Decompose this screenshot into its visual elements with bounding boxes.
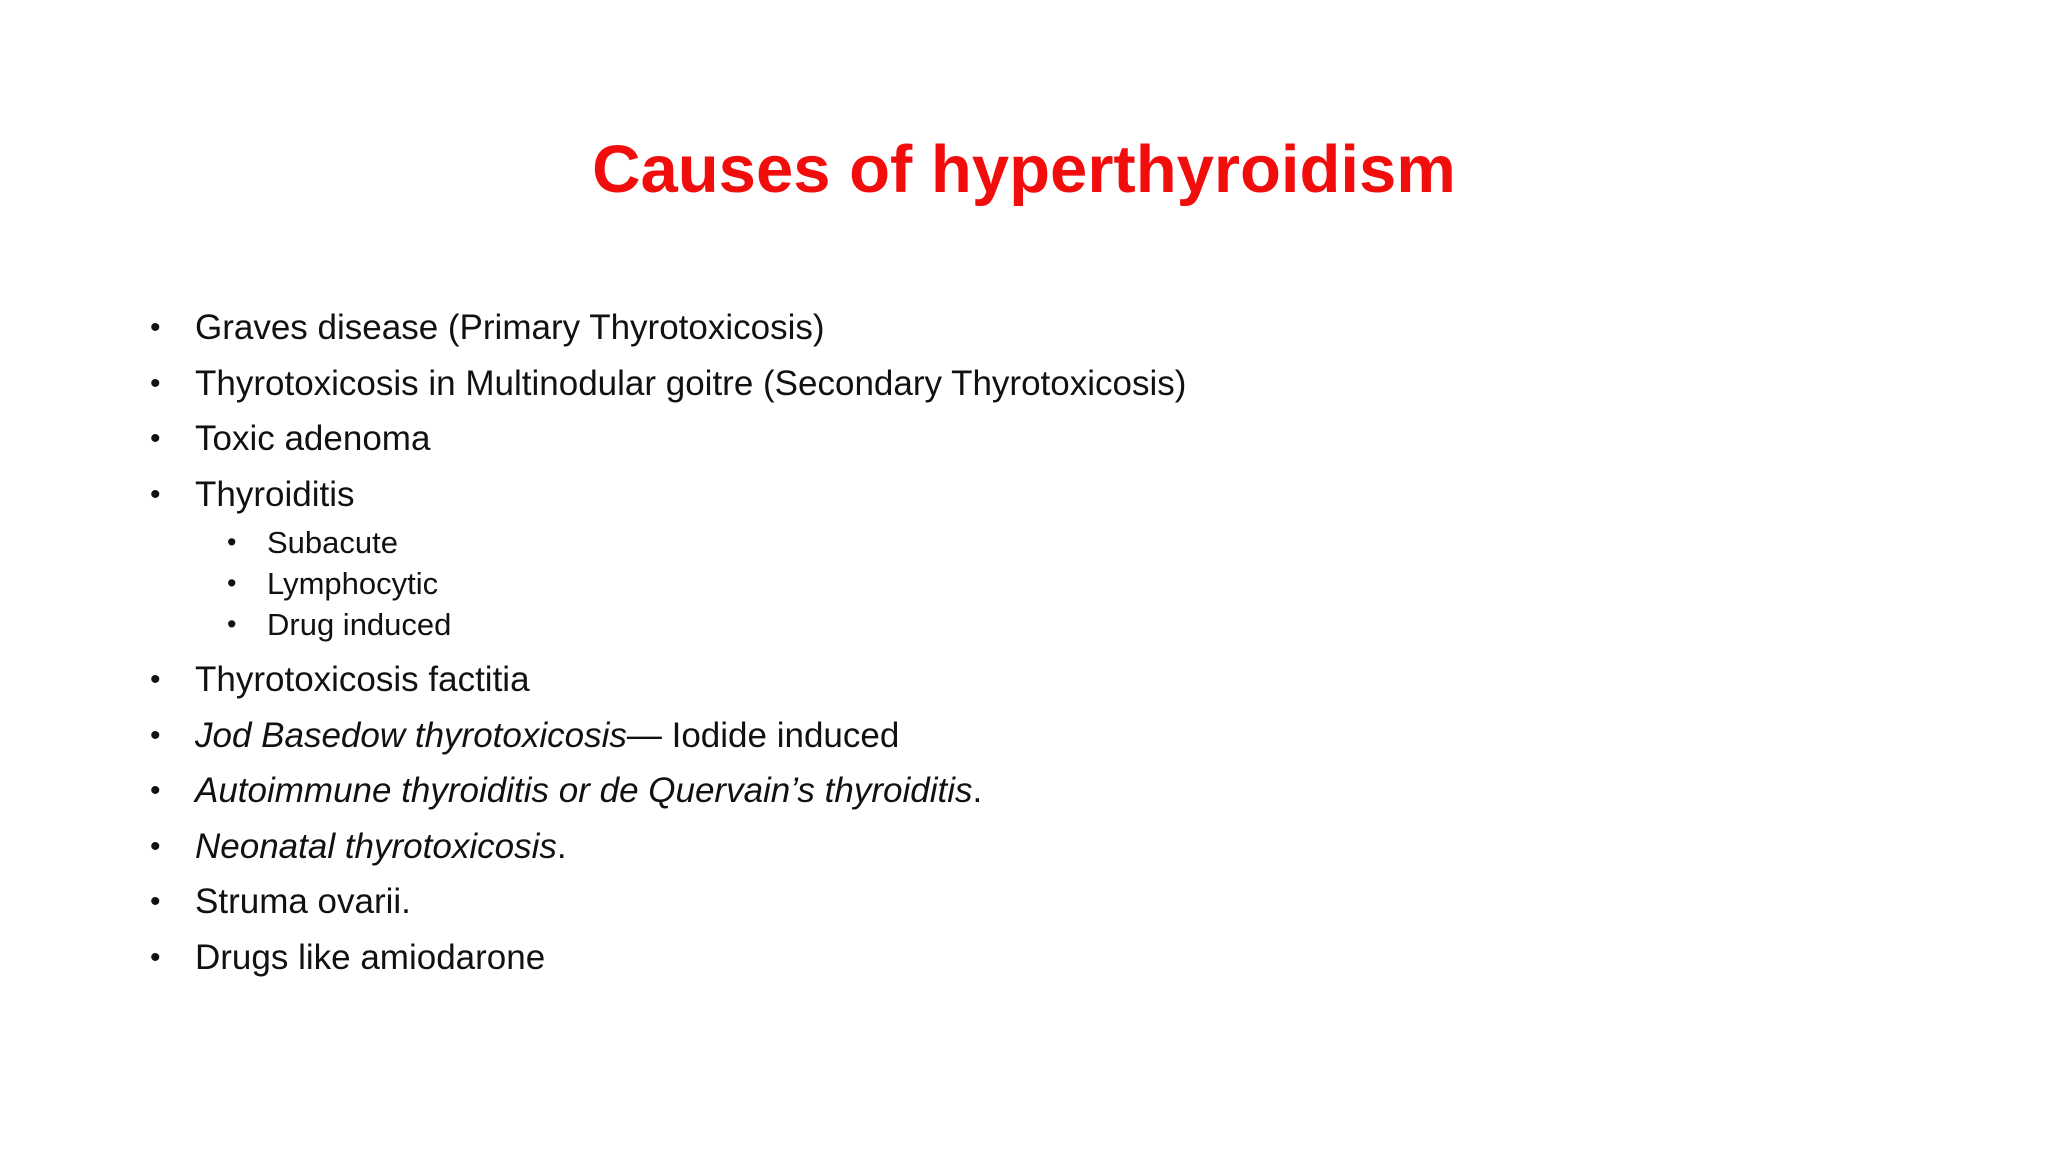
slide-title: Causes of hyperthyroidism xyxy=(592,132,1456,207)
item-text: — Iodide induced xyxy=(626,715,900,755)
bullet-icon: • xyxy=(150,718,161,752)
sub-item-text: Drug induced xyxy=(267,607,452,642)
sub-item-subacute xyxy=(227,522,1850,563)
bullet-list xyxy=(150,300,1850,985)
item-text: . xyxy=(972,771,983,810)
bullet-icon: • xyxy=(150,940,161,974)
sub-item-drug-induced xyxy=(227,604,1850,645)
item-italic-text: Autoimmune thyroiditis or de Quervain’s thyroiditis xyxy=(195,771,973,810)
bullet-icon: • xyxy=(150,885,161,918)
bullet-icon: • xyxy=(150,774,161,807)
list-item-struma-ovarii xyxy=(150,874,1850,930)
bullet-icon: • xyxy=(150,829,161,863)
item-text: Drugs like amiodarone xyxy=(195,937,546,977)
list-item-multinodular-goitre xyxy=(150,356,1850,412)
bullet-icon: • xyxy=(227,568,237,598)
list-item-autoimmune-thyroiditis xyxy=(150,763,1850,819)
item-text: Toxic adenoma xyxy=(195,419,431,458)
thyroiditis-sublist xyxy=(150,522,1850,645)
bullet-icon: • xyxy=(227,609,237,639)
list-item-amiodarone xyxy=(150,930,1850,986)
bullet-icon: • xyxy=(150,422,161,455)
list-item-graves xyxy=(150,300,1850,356)
bullet-icon: • xyxy=(150,311,161,344)
item-text: Thyrotoxicosis factitia xyxy=(195,660,530,699)
item-text: Graves disease (Primary Thyrotoxicosis) xyxy=(195,308,825,347)
list-item-toxic-adenoma xyxy=(150,411,1850,467)
item-italic-text: Neonatal thyrotoxicosis xyxy=(195,826,557,866)
item-text: . xyxy=(556,826,567,866)
item-italic-text: Jod Basedow thyrotoxicosis xyxy=(195,715,627,755)
bullet-icon: • xyxy=(150,477,161,511)
bullet-icon: • xyxy=(227,527,237,557)
list-item-thyroiditis xyxy=(150,467,1850,523)
bullet-icon: • xyxy=(150,366,161,400)
bullet-icon: • xyxy=(150,663,161,696)
sub-item-lymphocytic xyxy=(227,563,1850,604)
item-text: Thyrotoxicosis in Multinodular goitre (Secondary Thyrotoxicosis) xyxy=(195,363,1187,403)
sublist-container xyxy=(150,522,1850,645)
list-item-jod-basedow xyxy=(150,708,1850,764)
list-item-thyrotoxicosis-factitia xyxy=(150,652,1850,708)
list-item-neonatal-thyrotoxicosis xyxy=(150,819,1850,875)
item-text: Thyroiditis xyxy=(195,474,355,514)
sub-item-text: Lymphocytic xyxy=(267,566,439,601)
item-text: Struma ovarii. xyxy=(195,882,411,921)
sub-item-text: Subacute xyxy=(267,525,398,560)
